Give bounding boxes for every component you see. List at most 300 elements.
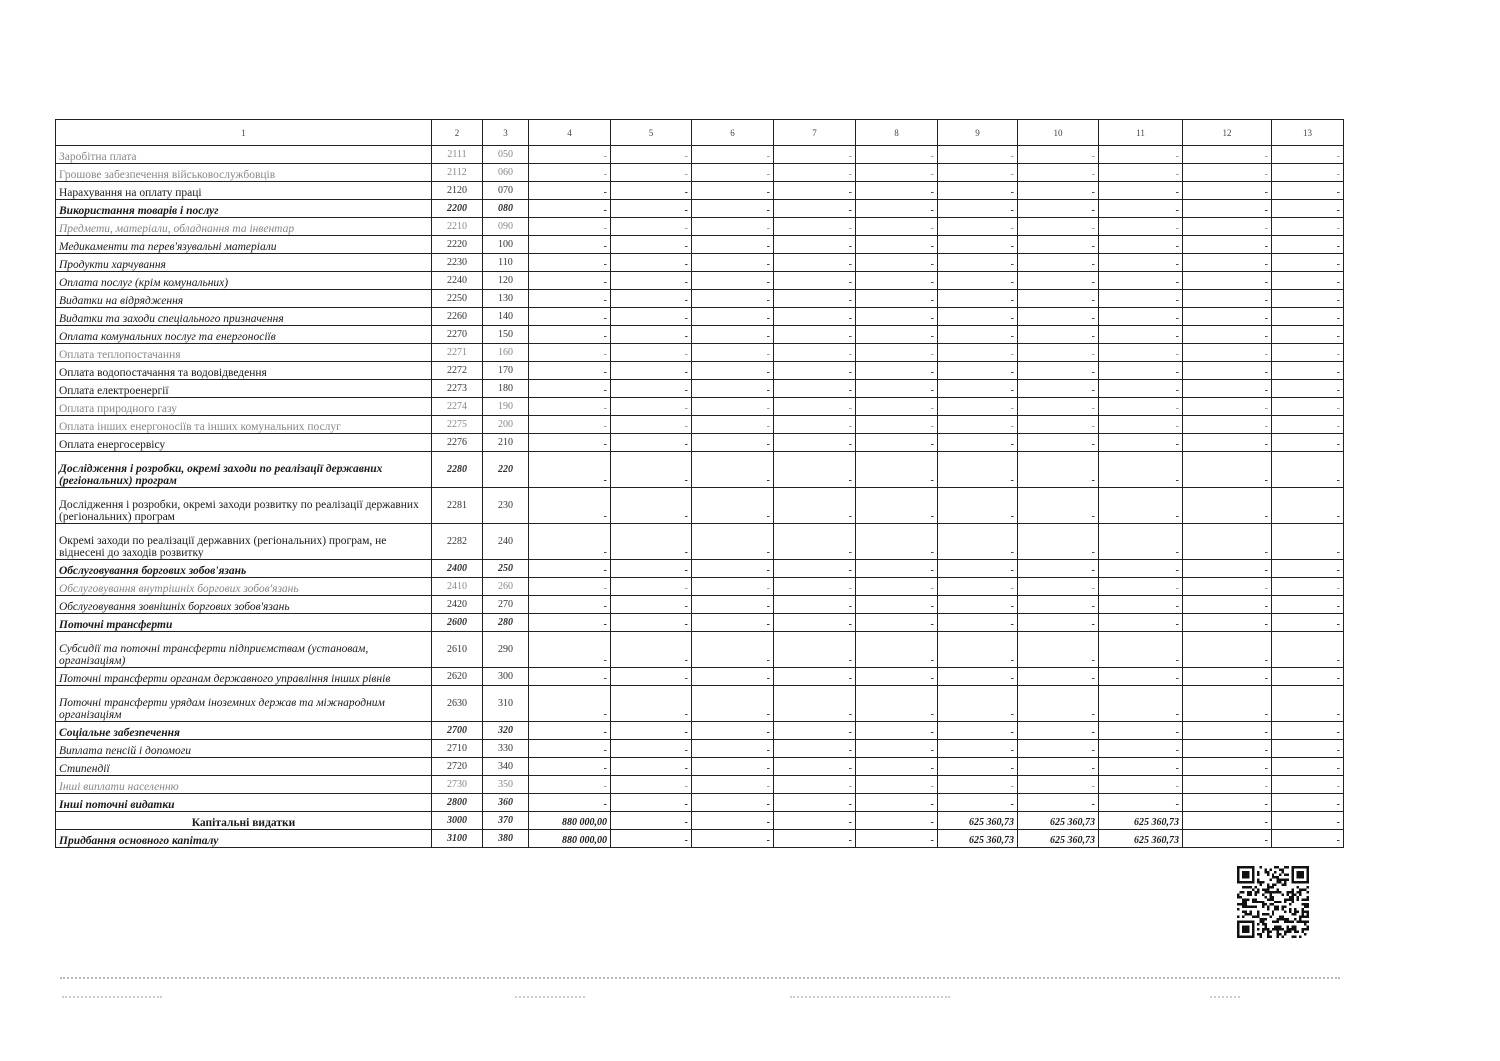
row-name: Оплата електроенергії	[56, 380, 432, 398]
economic-code: 2270	[432, 326, 483, 344]
value-cell: -	[1272, 236, 1344, 254]
row-name: Обслуговування боргових зобов'язань	[56, 560, 432, 578]
value-cell: -	[1099, 596, 1183, 614]
value-cell: -	[692, 488, 774, 524]
value-cell: -	[1099, 344, 1183, 362]
row-name: Грошове забезпечення військовослужбовців	[56, 164, 432, 182]
value-cell: -	[938, 794, 1018, 812]
row-name: Дослідження і розробки, окремі заходи розвитку по реалізації державних (регіональних) програм	[56, 488, 432, 524]
value-cell: -	[856, 686, 938, 722]
value-cell: -	[774, 218, 856, 236]
value-cell: -	[611, 794, 692, 812]
column-number: 12	[1183, 120, 1272, 146]
value-cell: -	[774, 524, 856, 560]
line-code: 050	[483, 146, 529, 164]
value-cell: -	[1272, 272, 1344, 290]
column-number: 10	[1018, 120, 1099, 146]
value-cell: -	[611, 434, 692, 452]
value-cell: -	[1183, 452, 1272, 488]
value-cell: -	[1272, 290, 1344, 308]
economic-code: 2271	[432, 344, 483, 362]
economic-code: 2240	[432, 272, 483, 290]
value-cell: -	[529, 182, 611, 200]
value-cell: -	[774, 776, 856, 794]
line-code: 180	[483, 380, 529, 398]
economic-code: 2800	[432, 794, 483, 812]
value-cell: -	[938, 596, 1018, 614]
value-cell: -	[1099, 794, 1183, 812]
table-row	[56, 452, 1344, 488]
value-cell: -	[611, 812, 692, 830]
value-cell: -	[529, 398, 611, 416]
table-row	[56, 812, 1344, 830]
value-cell: -	[1183, 596, 1272, 614]
value-cell: -	[774, 308, 856, 326]
value-cell: -	[1272, 668, 1344, 686]
value-cell: -	[1272, 434, 1344, 452]
value-cell: -	[1018, 326, 1099, 344]
economic-code: 2730	[432, 776, 483, 794]
value-cell: -	[529, 434, 611, 452]
value-cell: -	[611, 524, 692, 560]
economic-code: 2200	[432, 200, 483, 218]
value-cell: -	[692, 596, 774, 614]
value-cell: 880 000,00	[529, 812, 611, 830]
row-name: Продукти харчування	[56, 254, 432, 272]
row-name: Капітальні видатки	[56, 812, 432, 830]
value-cell: -	[938, 200, 1018, 218]
value-cell: -	[774, 344, 856, 362]
table-row	[56, 272, 1344, 290]
value-cell: -	[1099, 398, 1183, 416]
value-cell: -	[774, 758, 856, 776]
value-cell: -	[529, 200, 611, 218]
table-row	[56, 560, 1344, 578]
value-cell: -	[856, 290, 938, 308]
expenditure-table	[55, 119, 1344, 848]
value-cell: -	[692, 272, 774, 290]
value-cell: -	[611, 686, 692, 722]
value-cell: -	[611, 398, 692, 416]
value-cell: -	[774, 812, 856, 830]
value-cell: -	[774, 200, 856, 218]
value-cell: -	[692, 434, 774, 452]
value-cell: -	[1099, 776, 1183, 794]
value-cell: -	[1183, 290, 1272, 308]
value-cell: -	[774, 326, 856, 344]
value-cell: -	[938, 488, 1018, 524]
value-cell: -	[1018, 308, 1099, 326]
value-cell: 625 360,73	[938, 830, 1018, 848]
line-code: 100	[483, 236, 529, 254]
value-cell: -	[774, 434, 856, 452]
value-cell: -	[1018, 524, 1099, 560]
value-cell: -	[1099, 488, 1183, 524]
line-code: 150	[483, 326, 529, 344]
value-cell: -	[1018, 668, 1099, 686]
value-cell: -	[774, 740, 856, 758]
value-cell: -	[692, 146, 774, 164]
value-cell: -	[1183, 740, 1272, 758]
value-cell: -	[1272, 182, 1344, 200]
value-cell: 625 360,73	[1099, 812, 1183, 830]
value-cell: -	[1018, 254, 1099, 272]
value-cell: -	[692, 686, 774, 722]
value-cell: -	[611, 200, 692, 218]
value-cell: -	[1099, 308, 1183, 326]
value-cell: -	[1018, 218, 1099, 236]
table-row	[56, 416, 1344, 434]
value-cell: -	[1099, 452, 1183, 488]
economic-code: 2220	[432, 236, 483, 254]
value-cell: -	[529, 218, 611, 236]
value-cell: -	[774, 794, 856, 812]
value-cell: -	[774, 578, 856, 596]
economic-code: 2280	[432, 452, 483, 488]
table-row	[56, 254, 1344, 272]
value-cell: -	[1099, 218, 1183, 236]
value-cell: -	[1099, 146, 1183, 164]
value-cell: -	[529, 794, 611, 812]
row-name: Оплата комунальних послуг та енергоносіїв	[56, 326, 432, 344]
value-cell: -	[692, 812, 774, 830]
value-cell: -	[692, 326, 774, 344]
value-cell: -	[1272, 524, 1344, 560]
value-cell: -	[1018, 722, 1099, 740]
value-cell: -	[1272, 722, 1344, 740]
value-cell: -	[856, 254, 938, 272]
table-row	[56, 740, 1344, 758]
value-cell: -	[1183, 758, 1272, 776]
table-row	[56, 218, 1344, 236]
value-cell: -	[856, 326, 938, 344]
value-cell: -	[1099, 164, 1183, 182]
value-cell: -	[774, 254, 856, 272]
value-cell: -	[692, 218, 774, 236]
value-cell: -	[1099, 632, 1183, 668]
row-name: Оплата водопостачання та водовідведення	[56, 362, 432, 380]
value-cell: -	[774, 722, 856, 740]
value-cell: -	[774, 452, 856, 488]
value-cell: -	[1018, 398, 1099, 416]
table-row	[56, 722, 1344, 740]
value-cell: -	[1183, 722, 1272, 740]
value-cell: -	[1272, 632, 1344, 668]
value-cell: -	[611, 722, 692, 740]
value-cell: -	[1272, 164, 1344, 182]
value-cell: -	[1272, 812, 1344, 830]
line-code: 260	[483, 578, 529, 596]
line-code: 370	[483, 812, 529, 830]
value-cell: -	[611, 776, 692, 794]
value-cell: -	[1099, 740, 1183, 758]
value-cell: -	[938, 272, 1018, 290]
value-cell: -	[938, 578, 1018, 596]
line-code: 140	[483, 308, 529, 326]
row-name: Нарахування на оплату праці	[56, 182, 432, 200]
table-row	[56, 344, 1344, 362]
value-cell: -	[1183, 308, 1272, 326]
value-cell: -	[529, 344, 611, 362]
value-cell: -	[1183, 272, 1272, 290]
value-cell: -	[1272, 758, 1344, 776]
economic-code: 2630	[432, 686, 483, 722]
row-name: Виплата пенсій і допомоги	[56, 740, 432, 758]
value-cell: -	[1018, 290, 1099, 308]
economic-code: 3000	[432, 812, 483, 830]
value-cell: -	[938, 308, 1018, 326]
column-number: 6	[692, 120, 774, 146]
value-cell: -	[938, 524, 1018, 560]
economic-code: 2610	[432, 632, 483, 668]
value-cell: -	[1099, 254, 1183, 272]
value-cell: -	[856, 830, 938, 848]
value-cell: -	[529, 326, 611, 344]
value-cell: -	[692, 758, 774, 776]
value-cell: -	[611, 380, 692, 398]
value-cell: 625 360,73	[938, 812, 1018, 830]
value-cell: -	[774, 362, 856, 380]
value-cell: -	[1018, 380, 1099, 398]
value-cell: -	[938, 668, 1018, 686]
table-row	[56, 578, 1344, 596]
value-cell: -	[1099, 686, 1183, 722]
value-cell: -	[529, 164, 611, 182]
value-cell: -	[692, 794, 774, 812]
row-name: Обслуговування внутрішніх боргових зобов'язань	[56, 578, 432, 596]
column-number: 11	[1099, 120, 1183, 146]
value-cell: -	[1183, 524, 1272, 560]
table-row	[56, 596, 1344, 614]
line-code: 330	[483, 740, 529, 758]
value-cell: -	[1099, 758, 1183, 776]
value-cell: -	[938, 164, 1018, 182]
value-cell: -	[1099, 524, 1183, 560]
economic-code: 2276	[432, 434, 483, 452]
row-name: Інші поточні видатки	[56, 794, 432, 812]
footer-scan-mark	[62, 996, 162, 998]
column-number: 13	[1272, 120, 1344, 146]
value-cell: -	[856, 812, 938, 830]
value-cell: -	[1018, 344, 1099, 362]
line-code: 360	[483, 794, 529, 812]
row-name: Видатки та заходи спеціального призначення	[56, 308, 432, 326]
value-cell: -	[856, 596, 938, 614]
column-number: 5	[611, 120, 692, 146]
value-cell: -	[856, 362, 938, 380]
value-cell: -	[774, 290, 856, 308]
line-code: 070	[483, 182, 529, 200]
row-name: Оплата послуг (крім комунальних)	[56, 272, 432, 290]
line-code: 170	[483, 362, 529, 380]
value-cell: -	[529, 146, 611, 164]
value-cell: -	[692, 164, 774, 182]
value-cell: -	[856, 614, 938, 632]
value-cell: -	[1018, 740, 1099, 758]
row-name: Оплата енергосервісу	[56, 434, 432, 452]
value-cell: -	[1183, 632, 1272, 668]
value-cell: -	[1272, 686, 1344, 722]
economic-code: 2272	[432, 362, 483, 380]
value-cell: -	[774, 596, 856, 614]
row-name: Медикаменти та перев'язувальні матеріали	[56, 236, 432, 254]
value-cell: -	[611, 146, 692, 164]
value-cell: 880 000,00	[529, 830, 611, 848]
value-cell: -	[938, 398, 1018, 416]
value-cell: -	[774, 830, 856, 848]
value-cell: -	[1018, 416, 1099, 434]
economic-code: 2111	[432, 146, 483, 164]
economic-code: 2260	[432, 308, 483, 326]
value-cell: -	[856, 668, 938, 686]
column-number: 9	[938, 120, 1018, 146]
value-cell: -	[774, 488, 856, 524]
value-cell: -	[1183, 362, 1272, 380]
value-cell: -	[529, 632, 611, 668]
value-cell: -	[856, 434, 938, 452]
table-row	[56, 524, 1344, 560]
value-cell: -	[1099, 380, 1183, 398]
value-cell: -	[856, 146, 938, 164]
line-code: 290	[483, 632, 529, 668]
economic-code: 2112	[432, 164, 483, 182]
value-cell: -	[938, 344, 1018, 362]
value-cell: -	[692, 452, 774, 488]
value-cell: -	[692, 362, 774, 380]
value-cell: -	[692, 578, 774, 596]
value-cell: -	[1272, 578, 1344, 596]
value-cell: -	[1099, 200, 1183, 218]
column-number-row	[56, 120, 1344, 146]
value-cell: -	[938, 236, 1018, 254]
economic-code: 2700	[432, 722, 483, 740]
value-cell: -	[1183, 560, 1272, 578]
economic-code: 2273	[432, 380, 483, 398]
value-cell: -	[692, 560, 774, 578]
value-cell: -	[611, 830, 692, 848]
table-row	[56, 164, 1344, 182]
line-code: 350	[483, 776, 529, 794]
value-cell: -	[692, 308, 774, 326]
value-cell: -	[1183, 686, 1272, 722]
value-cell: -	[611, 254, 692, 272]
value-cell: -	[1272, 326, 1344, 344]
footer-dotted-line	[60, 977, 1340, 979]
value-cell: -	[692, 830, 774, 848]
row-name: Оплата природного газу	[56, 398, 432, 416]
value-cell: -	[529, 686, 611, 722]
value-cell: -	[692, 632, 774, 668]
table-row	[56, 200, 1344, 218]
value-cell: -	[529, 308, 611, 326]
line-code: 190	[483, 398, 529, 416]
value-cell: -	[1099, 182, 1183, 200]
value-cell: -	[1272, 218, 1344, 236]
value-cell: -	[1183, 578, 1272, 596]
value-cell: -	[529, 236, 611, 254]
value-cell: -	[529, 290, 611, 308]
value-cell: -	[1018, 776, 1099, 794]
row-name: Стипендії	[56, 758, 432, 776]
value-cell: -	[1272, 614, 1344, 632]
table-row	[56, 776, 1344, 794]
value-cell: -	[856, 632, 938, 668]
value-cell: -	[938, 218, 1018, 236]
value-cell: -	[1099, 290, 1183, 308]
footer-scan-mark	[790, 996, 950, 998]
value-cell: -	[938, 416, 1018, 434]
value-cell: -	[1099, 326, 1183, 344]
value-cell: -	[1099, 362, 1183, 380]
economic-code: 2120	[432, 182, 483, 200]
row-name: Поточні трансферти органам державного управління інших рівнів	[56, 668, 432, 686]
value-cell: -	[1183, 380, 1272, 398]
line-code: 230	[483, 488, 529, 524]
value-cell: -	[692, 236, 774, 254]
value-cell: -	[1018, 164, 1099, 182]
economic-code: 2710	[432, 740, 483, 758]
value-cell: -	[938, 740, 1018, 758]
value-cell: -	[774, 182, 856, 200]
value-cell: -	[611, 182, 692, 200]
value-cell: -	[774, 398, 856, 416]
table-row	[56, 830, 1344, 848]
table-row	[56, 398, 1344, 416]
row-name: Окремі заходи по реалізації державних (регіональних) програм, не віднесені до заходів розвитку	[56, 524, 432, 560]
value-cell: -	[1018, 200, 1099, 218]
value-cell: -	[611, 560, 692, 578]
table-row	[56, 380, 1344, 398]
row-name: Інші виплати населенню	[56, 776, 432, 794]
value-cell: -	[856, 578, 938, 596]
value-cell: -	[611, 668, 692, 686]
line-code: 120	[483, 272, 529, 290]
value-cell: -	[856, 164, 938, 182]
value-cell: -	[1099, 416, 1183, 434]
line-code: 200	[483, 416, 529, 434]
value-cell: -	[1272, 740, 1344, 758]
value-cell: -	[611, 236, 692, 254]
table-row	[56, 308, 1344, 326]
row-name: Оплата інших енергоносіїв та інших комунальних послуг	[56, 416, 432, 434]
line-code: 160	[483, 344, 529, 362]
value-cell: -	[692, 380, 774, 398]
value-cell: -	[692, 416, 774, 434]
value-cell: -	[692, 290, 774, 308]
table-row	[56, 686, 1344, 722]
row-name: Використання товарів і послуг	[56, 200, 432, 218]
value-cell: -	[611, 326, 692, 344]
row-name: Заробітна плата	[56, 146, 432, 164]
value-cell: -	[692, 200, 774, 218]
value-cell: -	[611, 578, 692, 596]
value-cell: -	[1183, 398, 1272, 416]
value-cell: -	[611, 218, 692, 236]
value-cell: -	[774, 614, 856, 632]
value-cell: -	[1183, 236, 1272, 254]
value-cell: -	[1018, 236, 1099, 254]
value-cell: -	[856, 380, 938, 398]
value-cell: -	[1018, 452, 1099, 488]
row-name: Видатки на відрядження	[56, 290, 432, 308]
line-code: 300	[483, 668, 529, 686]
value-cell: -	[938, 254, 1018, 272]
value-cell: -	[856, 758, 938, 776]
table-row	[56, 434, 1344, 452]
line-code: 220	[483, 452, 529, 488]
value-cell: -	[529, 416, 611, 434]
value-cell: -	[1183, 254, 1272, 272]
